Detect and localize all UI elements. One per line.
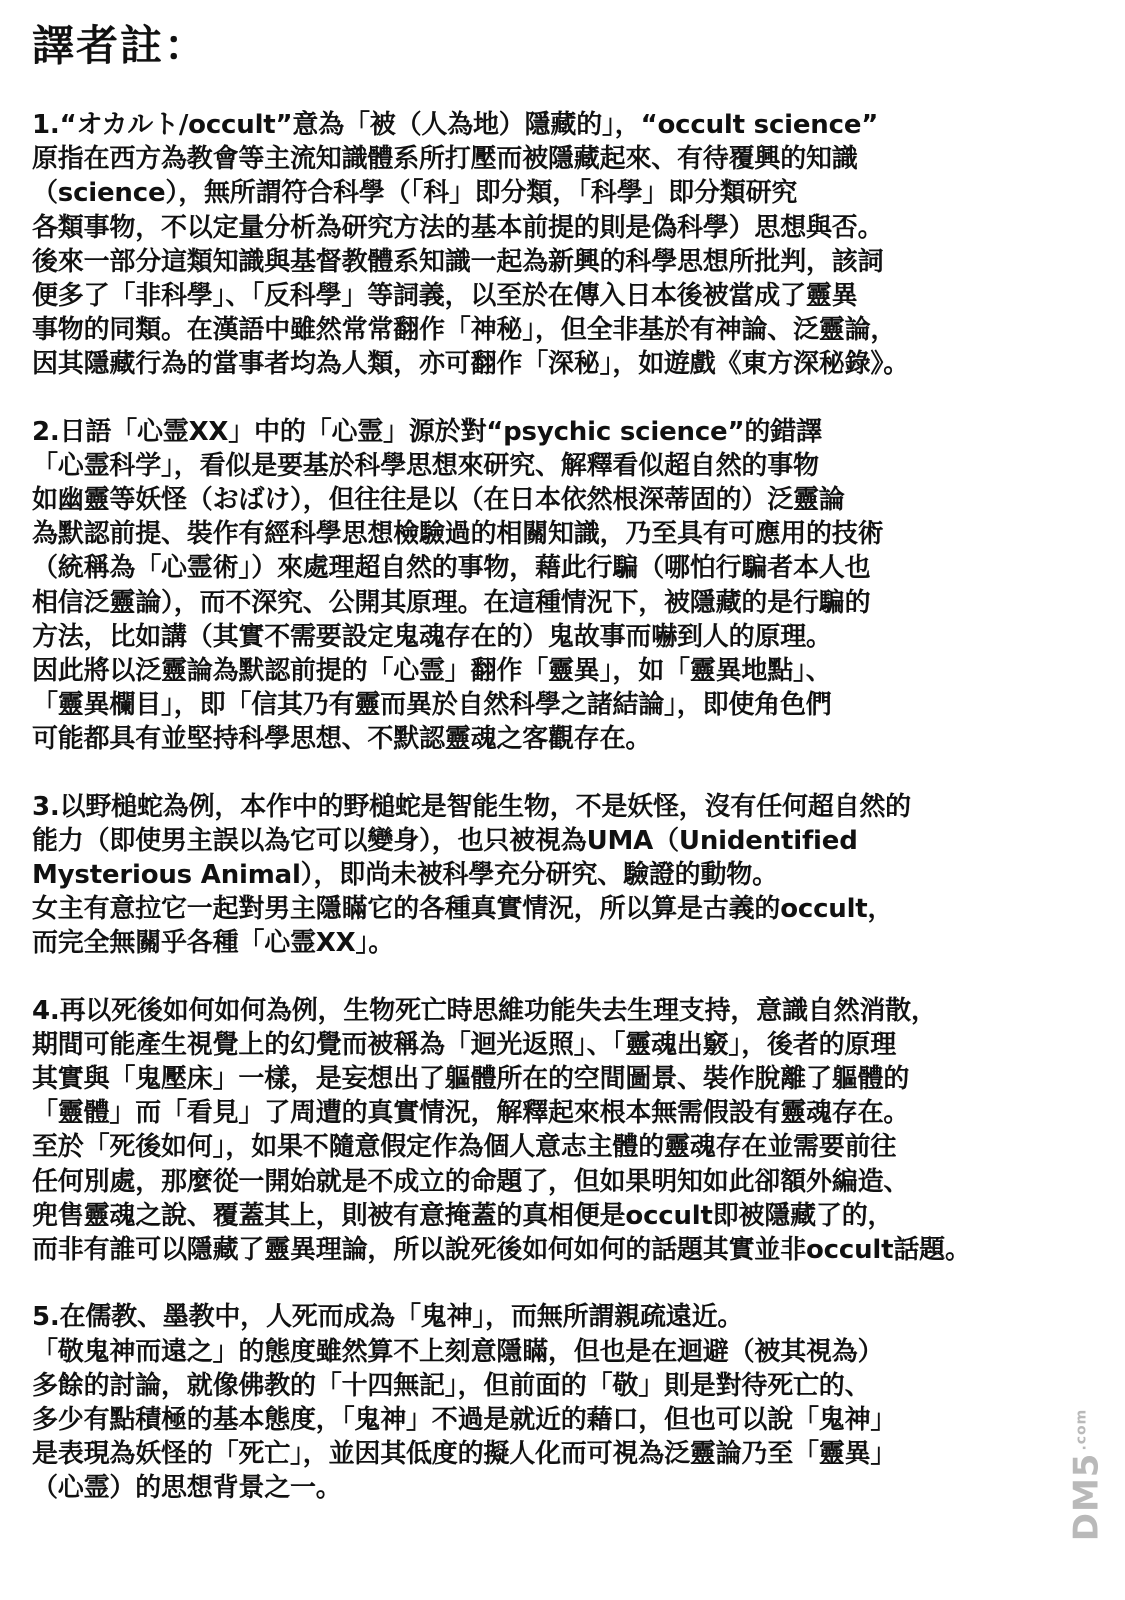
note-line: 3.以野槌蛇為例，本作中的野槌蛇是智能生物，不是妖怪，沒有任何超自然的	[32, 791, 911, 822]
note-5	[32, 1300, 1102, 1505]
note-line: 而完全無關乎各種「心霊XX」。	[32, 928, 395, 959]
note-line: 各類事物，不以定量分析為研究方法的基本前提的則是偽科學）思想與否。	[32, 212, 884, 243]
note-line: 因此將以泛靈論為默認前提的「心霊」翻作「靈異」，如「靈異地點」、	[32, 656, 832, 687]
note-line: （統稱為「心霊術」）來處理超自然的事物，藉此行騙（哪怕行騙者本人也	[32, 553, 871, 584]
note-line: 1.“オカルト/occult”意為「被（人為地）隱藏的」，“occult science”	[32, 110, 879, 140]
translator-notes-page	[32, 18, 1102, 1539]
note-line: 原指在西方為教會等主流知識體系所打壓而被隱藏起來、有待覆興的知識	[32, 144, 858, 175]
note-line: 「心霊科学」，看似是要基於科學思想來研究、解釋看似超自然的事物	[32, 450, 819, 481]
note-line: 多少有點積極的基本態度，「鬼神」不過是就近的藉口，但也可以說「鬼神」	[32, 1404, 897, 1435]
note-line: 女主有意拉它一起對男主隱瞞它的各種真實情況，所以算是古義的occult，	[32, 894, 894, 925]
note-line: （心霊）的思想背景之一。	[32, 1473, 342, 1504]
note-line: 可能都具有並堅持科學思想、不默認靈魂之客觀存在。	[32, 724, 652, 755]
watermark-text: DM5	[1066, 1452, 1107, 1542]
note-line: 因其隱藏行為的當事者均為人類，亦可翻作「深秘」，如遊戲《東方深秘錄》。	[32, 349, 910, 380]
note-2	[32, 415, 1102, 757]
note-line: 能力（即使男主誤以為它可以變身），也只被視為UMA（Unidentified	[32, 825, 858, 856]
note-line: 2.日語「心霊XX」中的「心霊」源於對“psychic science”的錯譯	[32, 416, 822, 447]
note-line: 至於「死後如何」，如果不隨意假定作為個人意志主體的靈魂存在並需要前往	[32, 1132, 897, 1163]
watermark-logo	[1066, 1409, 1106, 1542]
note-line: 兜售靈魂之說、覆蓋其上，則被有意掩蓋的真相便是occult即被隱藏了的，	[32, 1200, 894, 1231]
note-3	[32, 790, 1102, 961]
note-line: 相信泛靈論），而不深究、公開其原理。在這種情況下，被隱藏的是行騙的	[32, 587, 871, 618]
note-line: Mysterious Animal），即尚未被科學充分研究、驗證的動物。	[32, 860, 778, 891]
note-line: 「靈體」而「看見」了周遭的真實情況，解釋起來根本無需假設有靈魂存在。	[32, 1098, 910, 1129]
note-line: 便多了「非科學」、「反科學」等詞義，以至於在傳入日本後被當成了靈異	[32, 281, 858, 312]
note-line: 是表現為妖怪的「死亡」，並因其低度的擬人化而可視為泛靈論乃至「靈異」	[32, 1439, 897, 1470]
note-line: 其實與「鬼壓床」一樣，是妄想出了軀體所在的空間圖景、裝作脫離了軀體的	[32, 1064, 910, 1095]
note-line: 如幽靈等妖怪（おばけ），但往往是以（在日本依然根深蒂固的）泛靈論	[32, 485, 845, 516]
note-line: （science），無所謂符合科學（「科」即分類，「科學」即分類研究	[32, 178, 798, 209]
note-line: 事物的同類。在漢語中雖然常常翻作「神秘」，但全非基於有神論、泛靈論，	[32, 315, 897, 346]
note-line: 期間可能產生視覺上的幻覺而被稱為「迴光返照」、「靈魂出竅」，後者的原理	[32, 1029, 897, 1060]
site-watermark	[1059, 1370, 1113, 1580]
note-line: 方法，比如講（其實不需要設定鬼魂存在的）鬼故事而嚇到人的原理。	[32, 621, 832, 652]
note-1	[32, 108, 1102, 382]
note-line: 任何別處，那麼從一開始就是不成立的命題了，但如果明知如此卻額外編造、	[32, 1166, 910, 1197]
note-line: 4.再以死後如何如何為例，生物死亡時思維功能失去生理支持，意識自然消散，	[32, 995, 937, 1026]
note-line: 後來一部分這類知識與基督教體系知識一起為新興的科學思想所批判，該詞	[32, 246, 884, 277]
note-line: 5.在儒教、墨教中，人死而成為「鬼神」，而無所謂親疏遠近。	[32, 1302, 744, 1333]
page-title: 譯者註：	[32, 21, 209, 70]
notes-list	[32, 108, 1102, 1506]
note-line: 而非有誰可以隱藏了靈異理論，所以說死後如何如何的話題其實並非occult話題。	[32, 1235, 971, 1266]
note-line: 「敬鬼神而遠之」的態度雖然算不上刻意隱瞞，但也是在迴避（被其視為）	[32, 1336, 884, 1367]
note-line: 多餘的討論，就像佛教的「十四無記」，但前面的「敬」則是對待死亡的、	[32, 1370, 871, 1401]
watermark-suffix: .com	[1072, 1408, 1089, 1451]
note-4	[32, 994, 1102, 1268]
note-line: 為默認前提、裝作有經科學思想檢驗過的相關知識，乃至具有可應用的技術	[32, 519, 884, 550]
note-line: 「靈異欄目」，即「信其乃有靈而異於自然科學之諸結論」，即使角色們	[32, 690, 832, 721]
